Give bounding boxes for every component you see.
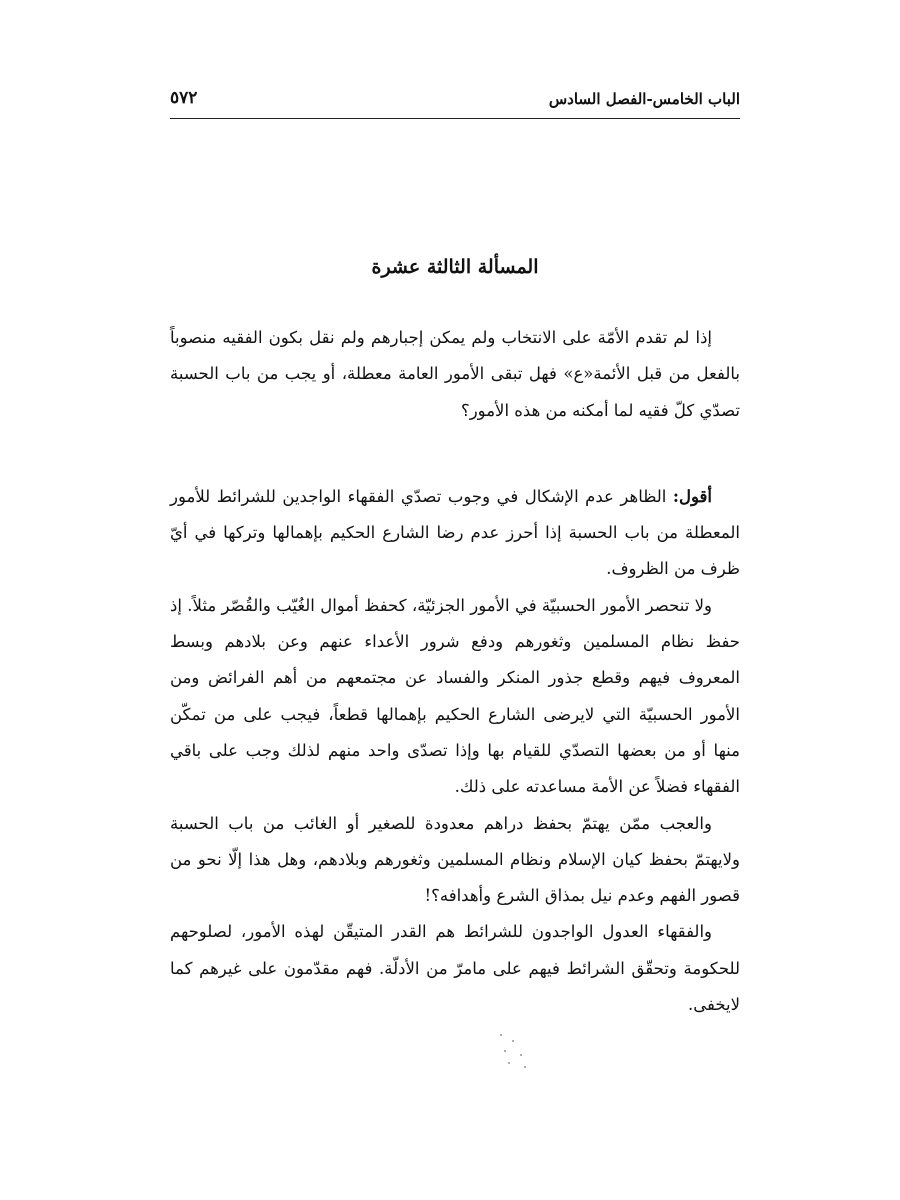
chapter-header-title: الباب الخامس-الفصل السادس <box>548 90 740 108</box>
section-title: المسألة الثالثة عشرة <box>371 256 539 278</box>
question-paragraph: إذا لم تقدم الأمّة على الانتخاب ولم يمكن إجبارهم ولم نقل بكون الفقيه منصوباً بالفعل من قبل الأئمة«ع» فهل تبقى الأمور العامة معطلة، أو يجب من باب الحسبة تصدّي كلّ فقيه لما أمكنه من هذه الأمور؟ <box>170 328 740 420</box>
paragraph-hisba-scope: ولا تنحصر الأمور الحسبيّة في الأمور الجزئيّة، كحفظ أموال الغُيّب والقُصّر مثلاً. إذ حفظ نظام المسلمين وثغورهم ودفع شرور الأعداء عنهم وعن بلادهم وبسط المعروف فيهم وقطع جذور المنكر والفساد عن مجتمعهم من أهم الفرائض ومن الأمور الحسبيّة التي لايرضى الشارع الحكيم بإهمالها قطعاً، فيجب على من تمكّن منها أو من بعضها التصدّي للقيام بها وإذا تصدّى واحد منهم لذلك وجب على باقي الفقهاء فضلاً عن الأمة مساعدته على ذلك. <box>170 595 740 797</box>
answer-text: الظاهر عدم الإشكال في وجوب تصدّي الفقهاء الواجدين للشرائط للأمور المعطلة من باب الحسبة إذا أحرز عدم رضا الشارع الحكيم بإهمالها وتركها في أيّ ظرف من الظروف. <box>170 486 740 579</box>
paragraph-qualified-jurists: والفقهاء العدول الواجدون للشرائط هم القدر المتيقّن لهذه الأمور، لصلوحهم للحكومة وتحقّق الشرائط فيهم على مامرّ من الأدلّة. فهم مقدّمون على غيرهم كما لايخفى. <box>170 922 740 1015</box>
answer-lead-word: أقول: <box>672 486 712 506</box>
running-header <box>170 84 740 116</box>
page-number: ٥٧٢ <box>170 88 198 108</box>
body-text <box>170 320 740 1023</box>
header-divider <box>170 118 740 119</box>
scan-speckle <box>494 1030 534 1070</box>
paragraph-wonder: والعجب ممّن يهتمّ بحفظ دراهم معدودة للصغير أو الغائب من باب الحسبة ولايهتمّ بحفظ كيان الإسلام ونظام المسلمين وثغورهم وبلادهم، وهل هذا إلّا نحو من قصور الفهم وعدم نيل بمذاق الشرع وأهدافه؟! <box>170 813 740 906</box>
answer-paragraph <box>170 479 740 588</box>
